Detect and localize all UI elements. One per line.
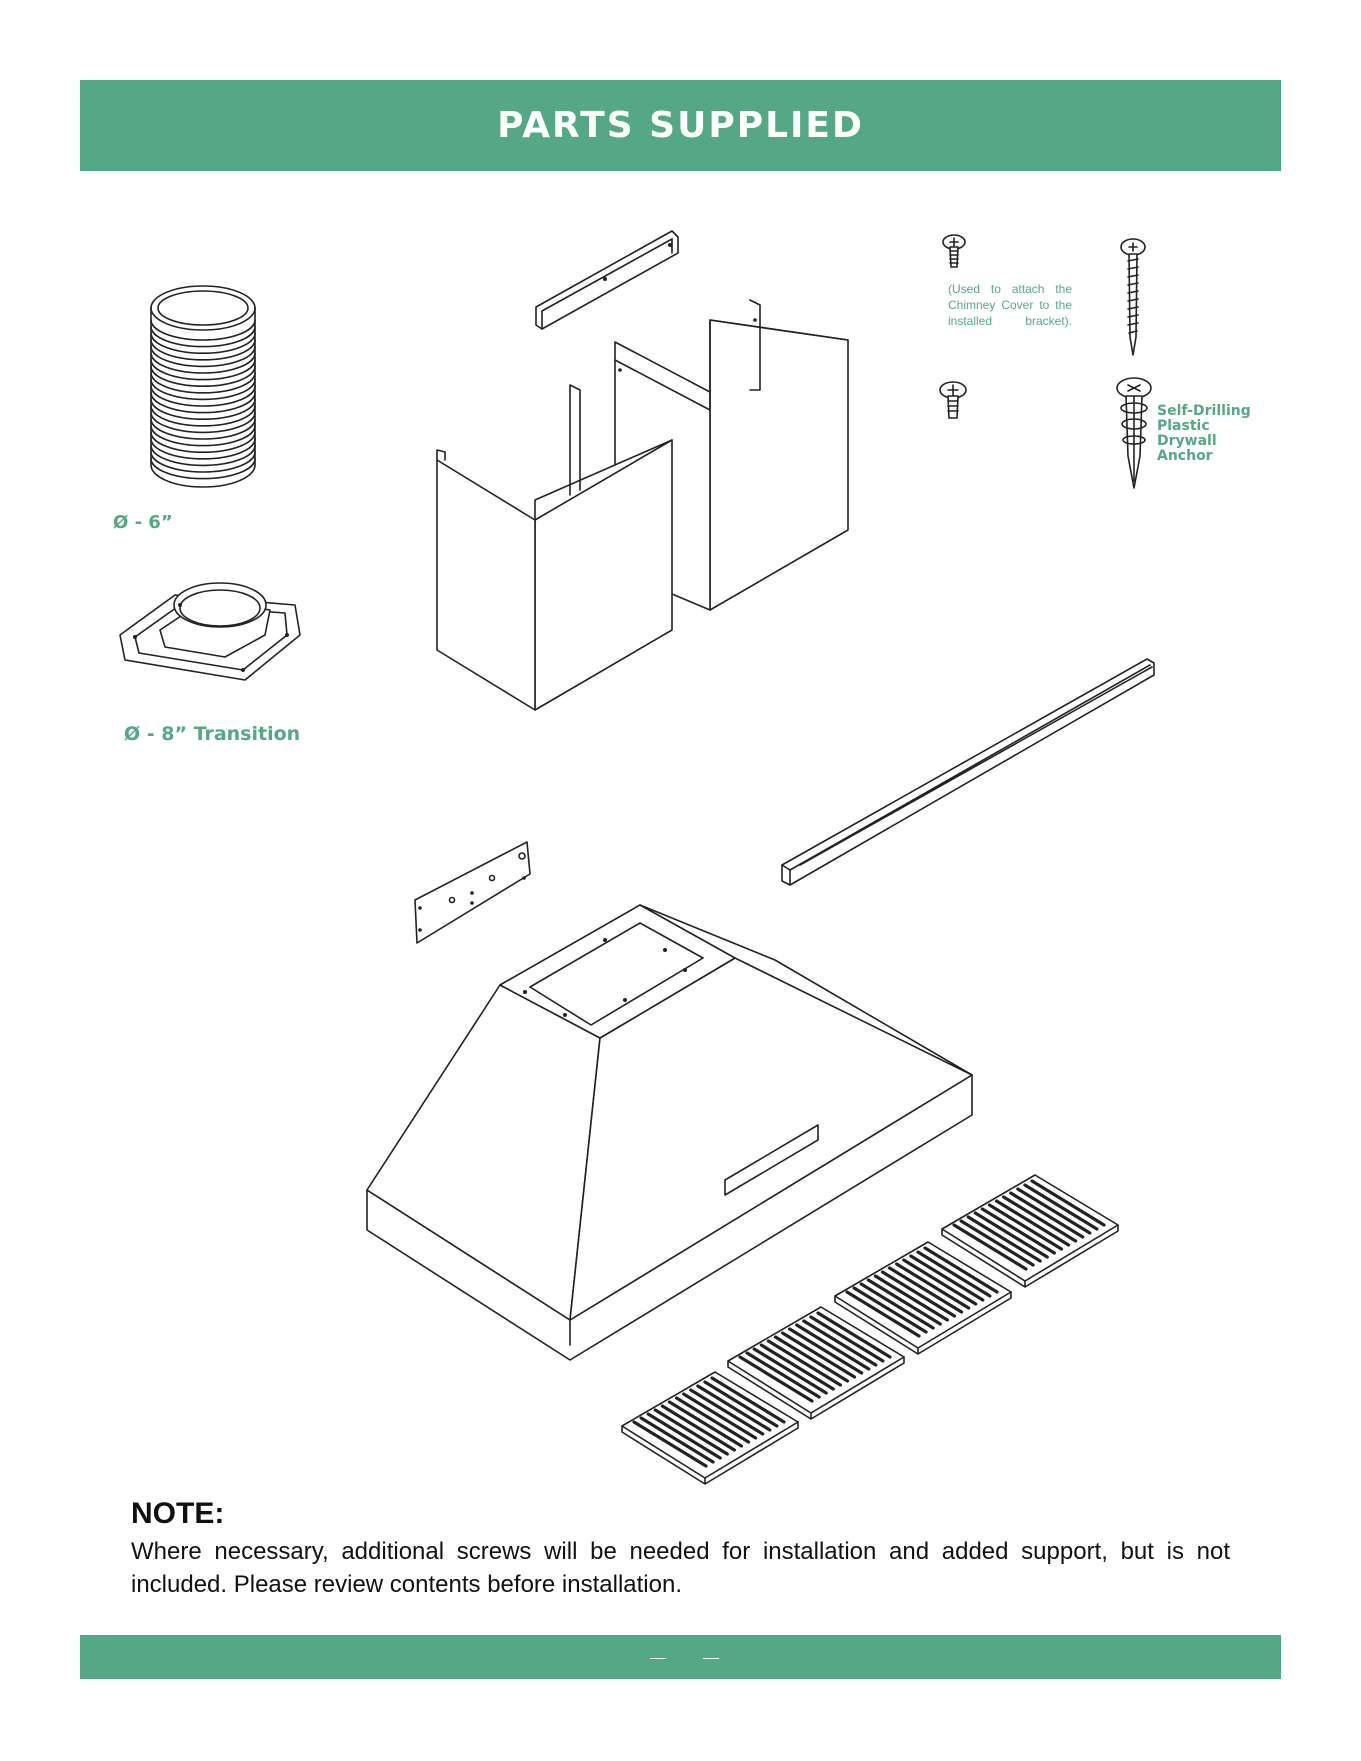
duct-size-label: Ø - 6”: [113, 512, 173, 533]
screw-usage-note: (Used to attach the Chimney Cover to the installed bracket).: [948, 282, 1072, 328]
note-title: NOTE:: [131, 1497, 225, 1530]
anchor-label: Self-Drilling Plastic Drywall Anchor: [1157, 403, 1251, 464]
note-body: Where necessary, additional screws will be needed for installation and added support, but is not included. Please review contents before installation.: [131, 1538, 1230, 1598]
baffle-filter-illustration: [940, 1173, 1120, 1288]
drywall-anchor-illustration: [1112, 376, 1156, 491]
short-screw-illustration: [938, 380, 968, 420]
lower-chimney-cover-illustration: [435, 380, 675, 710]
rail-bracket-illustration: [780, 655, 1160, 895]
footer-bar: [80, 1635, 1281, 1679]
header-banner: [80, 80, 1281, 171]
machine-screw-illustration: [940, 233, 968, 269]
footer-dash: [703, 1658, 719, 1659]
transition-illustration: [115, 575, 305, 690]
footer-dash: [650, 1658, 666, 1659]
page-title: PARTS SUPPLIED: [497, 105, 864, 146]
transition-size-label: Ø - 8” Transition: [124, 723, 301, 745]
flexible-duct-illustration: [140, 280, 270, 495]
long-screw-illustration: [1118, 237, 1148, 357]
